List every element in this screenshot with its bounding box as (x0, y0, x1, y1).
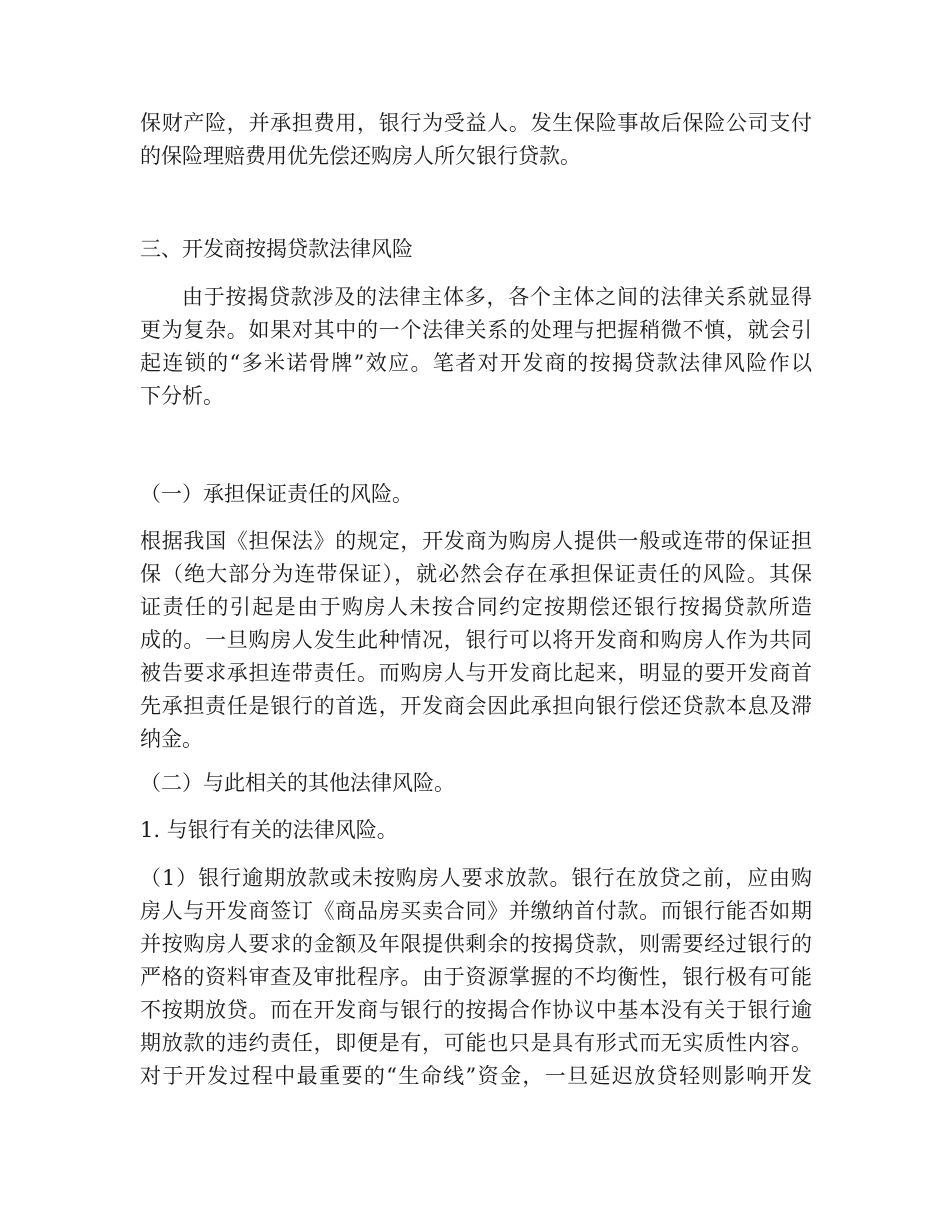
paragraph-intro-line-1: 由于按揭贷款涉及的法律主体多，各个主体之间的法律关系就显得 (182, 285, 812, 309)
item-heading-1: 1. 与银行有关的法律风险。 (140, 818, 398, 842)
paragraph-bank-line-1: （1）银行逾期放款或未按购房人要求放款。银行在放贷之前，应由购 (140, 866, 812, 890)
paragraph-intro-line-2: 更为复杂。如果对其中的一个法律关系的处理与把握稍微不慎，就会引 (140, 318, 812, 342)
paragraph-guarantee-line-1: 根据我国《担保法》的规定，开发商为购房人提供一般或连带的保证担 (140, 529, 812, 553)
paragraph-bank-line-4: 严格的资料审查及审批程序。由于资源掌握的不均衡性，银行极有可能 (140, 965, 812, 989)
paragraph-bank-line-7: 对于开发过程中最重要的“生命线”资金，一旦延迟放贷轻则影响开发 (140, 1064, 812, 1088)
paragraph-guarantee-line-2: 保（绝大部分为连带保证），就必然会存在承担保证责任的风险。其保 (140, 562, 812, 586)
subsection-heading-1: （一）承担保证责任的风险。 (140, 482, 413, 506)
paragraph-intro-line-3: 起连锁的“多米诺骨牌”效应。笔者对开发商的按揭贷款法律风险作以 (140, 351, 812, 375)
paragraph-bank-line-3: 并按购房人要求的金额及年限提供剩余的按揭贷款，则需要经过银行的 (140, 932, 812, 956)
paragraph-guarantee-line-6: 先承担责任是银行的首选，开发商会因此承担向银行偿还贷款本息及滞 (140, 694, 812, 718)
paragraph-insurance-line-2: 的保险理赔费用优先偿还购房人所欠银行贷款。 (140, 144, 581, 168)
paragraph-guarantee-line-4: 成的。一旦购房人发生此种情况，银行可以将开发商和购房人作为共同 (140, 628, 812, 652)
paragraph-guarantee-line-7: 纳金。 (140, 727, 203, 751)
paragraph-intro-line-4: 下分析。 (140, 384, 224, 408)
section-heading-3: 三、开发商按揭贷款法律风险 (140, 237, 413, 261)
subsection-heading-2: （二）与此相关的其他法律风险。 (140, 771, 455, 795)
paragraph-insurance-line-1: 保财产险，并承担费用，银行为受益人。发生保险事故后保险公司支付 (140, 111, 812, 135)
paragraph-bank-line-5: 不按期放贷。而在开发商与银行的按揭合作协议中基本没有关于银行逾 (140, 998, 812, 1022)
paragraph-guarantee-line-3: 证责任的引起是由于购房人未按合同约定按期偿还银行按揭贷款所造 (140, 595, 812, 619)
paragraph-bank-line-2: 房人与开发商签订《商品房买卖合同》并缴纳首付款。而银行能否如期 (140, 899, 812, 923)
paragraph-bank-line-6: 期放款的违约责任，即便是有，可能也只是具有形式而无实质性内容。 (140, 1031, 812, 1055)
paragraph-guarantee-line-5: 被告要求承担连带责任。而购房人与开发商比起来，明显的要开发商首 (140, 661, 812, 685)
